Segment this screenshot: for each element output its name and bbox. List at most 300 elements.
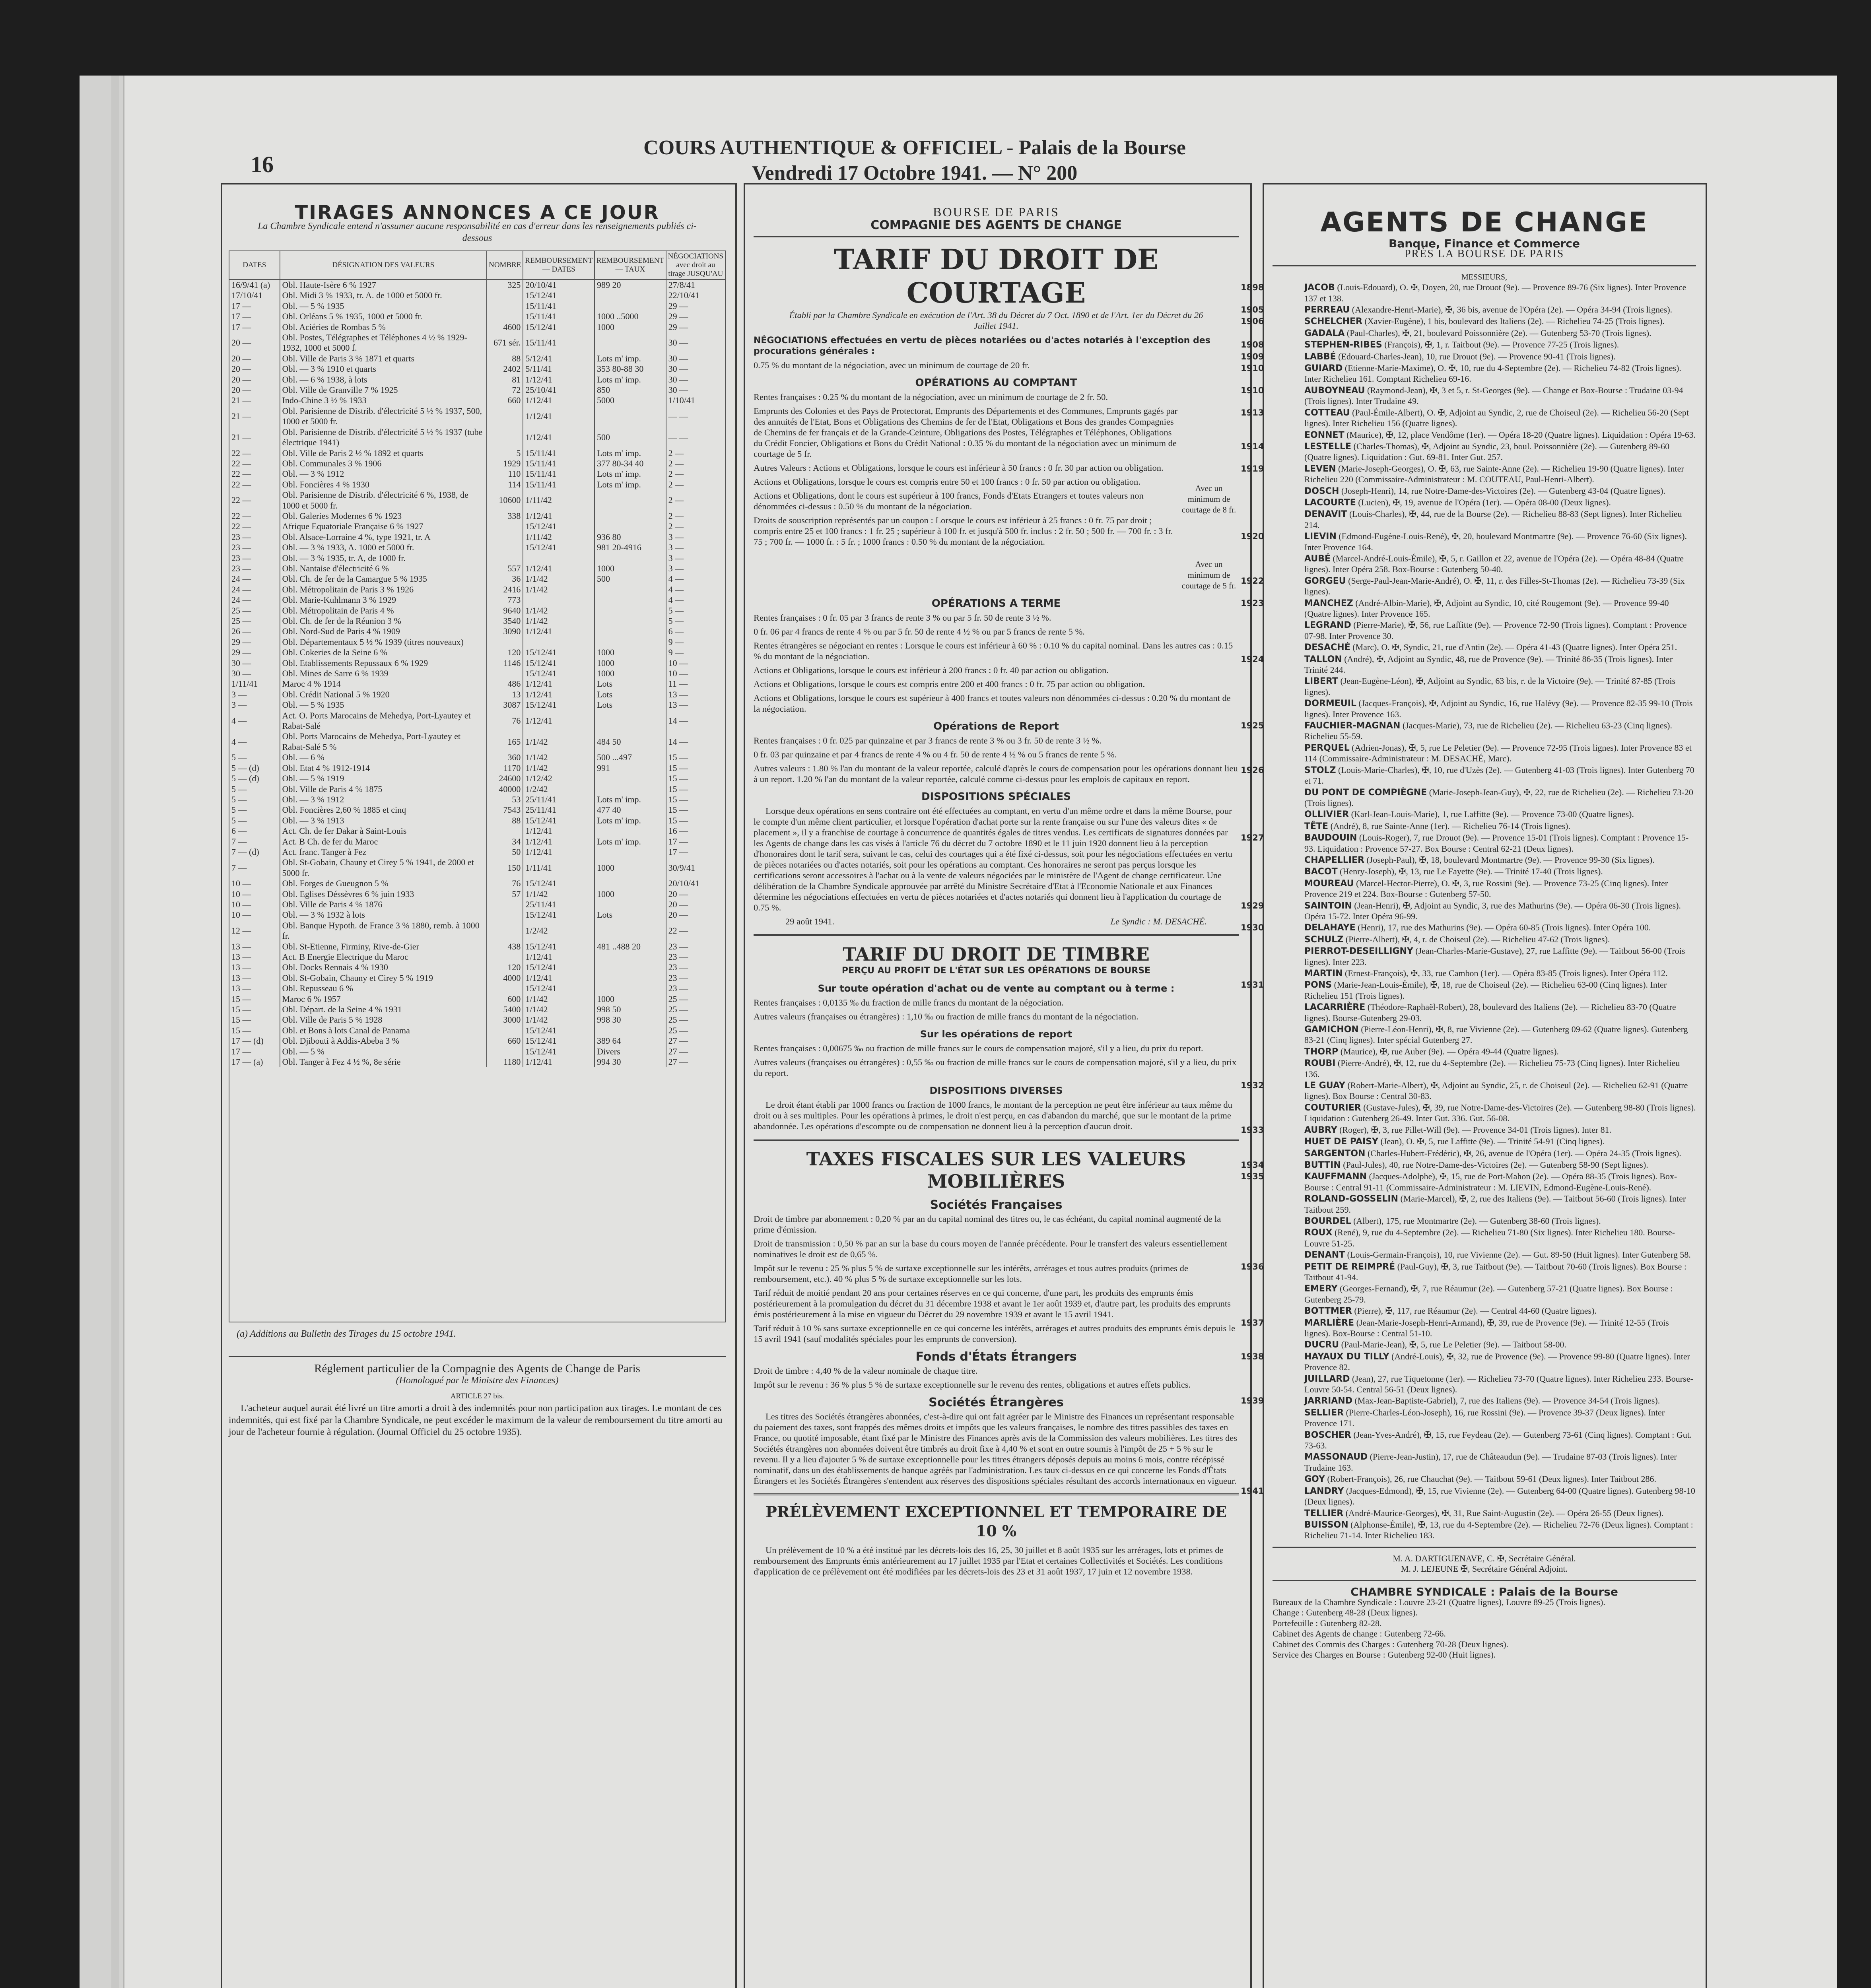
tirage-row <box>229 857 725 878</box>
cell-date: 7 — (d) <box>229 847 280 857</box>
cell-taux: 1000 <box>595 994 666 1004</box>
cell-negociation: 22/10/41 <box>666 290 725 301</box>
agent-details: (Maurice), ✠, 12, place Vendôme (1er). — Opéra 18-20 (Quatre lignes). Liquidation : Opéra 19-63. <box>1346 429 1696 440</box>
cell-negociation: 20 — <box>666 889 725 899</box>
side-note-2: Avec un minimum de courtage de 5 fr. <box>1181 559 1236 590</box>
agent-year: 1909 <box>1241 351 1264 361</box>
cell-taux: Lots m' imp. <box>595 353 666 364</box>
cell-remb-date: 15/11/41 <box>523 469 595 479</box>
cell-remb-date: 1/2/42 <box>523 920 595 942</box>
cell-negociation: 15 — <box>666 805 725 815</box>
tirage-row <box>229 763 725 773</box>
agent-name: DORMEUIL <box>1304 699 1356 709</box>
terme-item: Rentes françaises : 0 fr. 05 par 3 francs de rente 3 % ou par 5 fr. 50 de rente 3 ½ %. <box>754 613 1051 623</box>
cell-date: 15 — <box>229 1025 280 1036</box>
agent-year: 1938 <box>1241 1351 1264 1361</box>
tirage-row <box>229 606 725 616</box>
cell-remb-date: 15/12/41 <box>523 647 595 658</box>
agent-entry <box>1241 598 1696 619</box>
agent-entry <box>1273 1374 1696 1395</box>
cell-nombre: 600 <box>487 994 523 1004</box>
agent-year: 1919 <box>1241 464 1264 474</box>
cell-taux: 936 80 <box>595 532 666 542</box>
tirage-row <box>229 773 725 784</box>
cell-date: 3 — <box>229 689 280 700</box>
tirage-row <box>229 553 725 563</box>
agent-entry <box>1273 787 1696 809</box>
cell-nombre: 660 <box>487 395 523 406</box>
cell-date: 5 — <box>229 815 280 826</box>
agent-name: COTTEAU <box>1304 408 1350 418</box>
cell-taux: 353 80-88 30 <box>595 364 666 374</box>
agent-year: 1930 <box>1241 923 1264 933</box>
agent-details: (Paul-Guy), ✠, 3, rue Taitbout (9e). — Taitbout 70-60 (Trois lignes). Box Bourse : Taitbout 41-94. <box>1304 1261 1687 1282</box>
speciales-text: Lorsque deux opérations en sens contraire ont été effectuées au comptant, en vertu d'un même ordre et dans la même Bourse, pour le compte d'un même client particulier, et lorsque l'opération d'achat porte sur la rente française ou sur l'une des valeurs dites « de placement », il y a franchise de courtage à concurrence de quantités égales de titres vendus. Les certificats de signatures données par les Agents de change dans les cas visés à l'article 76 du décret du 7 octobre 1890 et le 11 juin 1920 donnent lieu à la perception d'honoraires dont le tarif sera, suivant le cas, celui des courtages qui a été fixé ci-dessus, soit pour les négociations effectuées en vertu de pièces notariées ou d'actes notariés, soit pour les opérations au comptant. Ces honoraires ne seront pas perçus lorsque les certifications seront accessoires à l'achat ou à la vente de valeurs négociées par le ministère de l'Agent de change certificateur. Une délibération de la Chambre Syndicale approuvée par arrêté du Ministre Secrétaire d'Etat à l'Economie Nationale et aux Finances détermine les négociations effectuées en vertu de pièces notariées et d'actes notariés qui donnent lieu à l'application du courtage de 0.75 %. <box>754 806 1232 912</box>
agent-name: BOSCHER <box>1304 1430 1351 1440</box>
cell-remb-date: 1/1/42 <box>523 752 595 763</box>
tirage-row <box>229 679 725 689</box>
comptant-item: Rentes françaises : 0.25 % du montant de la négociation, avec un minimum de courtage de 2 fr. 50. <box>754 392 1108 402</box>
cell-negociation: 15 — <box>666 794 725 805</box>
timbre-subtitle: PERÇU AU PROFIT DE L'ÉTAT SUR LES OPÉRATIONS DE BOURSE <box>841 966 1151 976</box>
timbre-title: TARIF DU DROIT DE TIMBRE <box>843 944 1150 965</box>
agent-entry <box>1241 1171 1696 1193</box>
cell-taux: 998 50 <box>595 1004 666 1015</box>
agent-entry <box>1241 900 1696 922</box>
agent-details: (Max-Jean-Baptiste-Gabriel), 7, rue des Italiens (9e). — Provence 34-54 (Trois lignes). <box>1354 1396 1660 1406</box>
tirage-row <box>229 994 725 1004</box>
cell-designation: Obl. Galeries Modernes 6 % 1923 <box>280 511 487 521</box>
cell-remb-date: 15/11/41 <box>523 448 595 458</box>
cell-date: 5 — <box>229 794 280 805</box>
cell-taux: Lots m' imp. <box>595 815 666 826</box>
cell-nombre: 81 <box>487 375 523 385</box>
courtage-title: TARIF DU DROIT DE COURTAGE <box>833 243 1159 309</box>
divider <box>754 934 1239 936</box>
cell-nombre <box>487 521 523 532</box>
tirage-row <box>229 626 725 637</box>
timbre-line: Le droit étant établi par 1000 francs ou fraction de 1000 francs, le montant de la perception ne peut être inférieur au taux même du droit ou à ses multiples. Pour les opérations à primes, le droit n'est perçu, en cas d'abandon du marché, que sur le montant de la prime abandonnée. Les opérations d'escompte ou de compensation ne donnent lieu à la perception d'aucun droit. <box>754 1100 1232 1131</box>
taxes-etr-heading: Sociétés Étrangères <box>929 1396 1064 1409</box>
cell-nombre <box>487 910 523 920</box>
agent-entry <box>1273 866 1696 877</box>
cell-designation: Obl. Banque Hypoth. de France 3 % 1880, remb. à 1000 fr. <box>280 920 487 942</box>
tirage-row <box>229 290 725 301</box>
tirage-row <box>229 647 725 658</box>
cell-taux <box>595 606 666 616</box>
cell-nombre: 76 <box>487 878 523 889</box>
cell-remb-date: 1/12/41 <box>523 511 595 521</box>
cell-taux <box>595 711 666 732</box>
agent-entry <box>1241 531 1696 553</box>
cell-remb-date: 1/1/42 <box>523 994 595 1004</box>
cell-designation: Obl. Tanger à Fez 4 ½ %, 8e série <box>280 1057 487 1067</box>
cell-taux <box>595 773 666 784</box>
tirage-row <box>229 469 725 479</box>
cell-designation: Obl. Foncières 4 % 1930 <box>280 480 487 490</box>
cell-remb-date: 15/12/41 <box>523 521 595 532</box>
cell-designation: Obl. Alsace-Lorraine 4 %, type 1921, tr. A <box>280 532 487 542</box>
agent-details: (Maurice), ✠, rue Auber (9e). — Opéra 49-44 (Quatre lignes). <box>1340 1046 1559 1056</box>
agent-year: 1914 <box>1241 441 1264 451</box>
side-note-1: Avec un minimum de courtage de 8 fr. <box>1181 483 1236 514</box>
agent-entry <box>1273 968 1696 979</box>
cell-taux: 981 20-4916 <box>595 542 666 553</box>
terme-item: Rentes étrangères se négociant en rentes : Lorsque le cours est inférieur à 60 % : 0.10 % du capital nominal. Dans les autres cas : 0.15 % du montant de la négociation. <box>754 641 1233 661</box>
cell-designation: Obl. Forges de Gueugnon 5 % <box>280 878 487 889</box>
comptant-item: Actions et Obligations, lorsque le cours est compris entre 50 et 100 francs : 0 fr. 50 par action ou obligation. <box>754 477 1140 487</box>
agent-details: (Jean-Henri), ✠, Adjoint au Syndic, 3, rue des Mathurins (9e). — Opéra 06-30 (Trois lignes). Opéra 15-72. Inter Opéra 96-99. <box>1304 900 1681 921</box>
cell-designation: Maroc 4 % 1914 <box>280 679 487 689</box>
agent-name: ROLAND-GOSSELIN <box>1304 1194 1399 1204</box>
agent-name: LABBÉ <box>1304 351 1336 362</box>
cell-date: 25 — <box>229 616 280 626</box>
cell-negociation: 9 — <box>666 647 725 658</box>
agent-details: (Louis-Charles), ✠, 44, rue de la Bourse (2e). — Richelieu 88-83 (Sept lignes). Inter Richelieu 214. <box>1304 509 1682 530</box>
cell-designation: Act. B Ch. de fer du Maroc <box>280 837 487 847</box>
agent-name: SCHULZ <box>1304 934 1344 945</box>
agent-entry <box>1273 821 1696 832</box>
agent-details: (Edmond-Eugène-Louis-René), ✠, 20, boulevard Montmartre (9e). — Provence 76-60 (Six lignes). Inter Provence 164. <box>1304 531 1687 552</box>
agent-year: 1935 <box>1241 1172 1264 1182</box>
agent-name: LEGRAND <box>1304 620 1351 631</box>
cell-designation: Obl. Ville de Granville 7 % 1925 <box>280 385 487 395</box>
cell-negociation: 15 — <box>666 773 725 784</box>
timbre-line: Rentes françaises : 0,0135 ‰ du fraction de mille francs du montant de la négociation. <box>754 998 1064 1008</box>
agents-messieurs: MESSIEURS, <box>1461 272 1508 282</box>
timbre-heading-3: DISPOSITIONS DIVERSES <box>929 1085 1063 1096</box>
cell-taux <box>595 973 666 983</box>
agent-entry <box>1273 1452 1696 1473</box>
agent-name: THORP <box>1304 1046 1339 1057</box>
cell-date: 20 — <box>229 385 280 395</box>
cell-designation: Obl. — 3 % 1910 et quarts <box>280 364 487 374</box>
cell-nombre: 40000 <box>487 784 523 794</box>
cell-date: 22 — <box>229 480 280 490</box>
cell-remb-date: 1/12/41 <box>523 563 595 574</box>
tirage-row <box>229 322 725 332</box>
cell-designation: Obl. St-Gobain, Chauny et Cirey 5 % 1919 <box>280 973 487 983</box>
agent-year: 1925 <box>1241 721 1264 731</box>
cell-remb-date: 1/12/41 <box>523 395 595 406</box>
cell-nombre: 360 <box>487 752 523 763</box>
cell-negociation: 10 — <box>666 658 725 668</box>
cell-negociation: 22 — <box>666 920 725 942</box>
agent-entry <box>1273 934 1696 945</box>
agent-details: (André-Louis), ✠, 32, rue de Provence (9e). — Provence 99-80 (Quatre lignes). Inter Provence 82. <box>1304 1351 1690 1373</box>
agent-name: GOY <box>1304 1474 1325 1485</box>
page-edge-inner <box>111 76 119 1988</box>
cell-date: 23 — <box>229 563 280 574</box>
cell-date: 16/9/41 (a) <box>229 280 280 290</box>
cell-taux <box>595 521 666 532</box>
agent-entry <box>1273 1194 1696 1215</box>
agent-name: DELAHAYE <box>1304 923 1356 933</box>
cell-remb-date: 5/12/41 <box>523 353 595 364</box>
agent-name: CHAPELLIER <box>1304 855 1364 865</box>
cell-designation: Obl. Etablissements Repussaux 6 % 1929 <box>280 658 487 668</box>
agent-entry <box>1273 1046 1696 1057</box>
cell-nombre: 2416 <box>487 584 523 595</box>
cell-remb-date: 15/12/41 <box>523 910 595 920</box>
cell-remb-date: 25/10/41 <box>523 385 595 395</box>
agent-entry <box>1273 1520 1696 1541</box>
cell-designation: Act. B Energie Electrique du Maroc <box>280 952 487 962</box>
cell-remb-date: 5/11/41 <box>523 364 595 374</box>
cell-nombre: 1929 <box>487 458 523 469</box>
timbre-line: Autres valeurs (françaises ou étrangères) : 0,55 ‰ ou fraction de mille francs sur le cours de compensation majoré, s'il y a lieu, du prix du report. <box>754 1057 1237 1078</box>
cell-remb-date: 15/12/41 <box>523 1025 595 1036</box>
cell-designation: Obl. Départementaux 5 ½ % 1939 (titres nouveaux) <box>280 637 487 647</box>
cell-designation: Obl. Ville de Paris 4 % 1876 <box>280 899 487 910</box>
cell-date: 22 — <box>229 469 280 479</box>
agent-details: (Pierre-André), ✠, 12, rue du 4-Septembre (2e). — Richelieu 75-73 (Cinq lignes). Inter Richelieu 136. <box>1304 1058 1680 1079</box>
cell-taux: 850 <box>595 385 666 395</box>
cell-date: 24 — <box>229 584 280 595</box>
chambre-line: Change : Gutenberg 48-28 (Deux lignes). <box>1273 1607 1418 1618</box>
cell-date: 13 — <box>229 942 280 952</box>
col-remb-taux: REMBOURSEMENT — TAUX <box>595 251 666 280</box>
tirage-row <box>229 375 725 385</box>
cell-nombre: 76 <box>487 711 523 732</box>
cell-remb-date: 15/12/41 <box>523 962 595 973</box>
cell-remb-date: 1/11/41 <box>523 857 595 878</box>
cell-taux: 1000 <box>595 563 666 574</box>
cell-taux <box>595 826 666 836</box>
cell-nombre: 438 <box>487 942 523 952</box>
cell-designation: Obl. Nantaise d'électricité 6 % <box>280 563 487 574</box>
terme-item: Actions et Obligations, lorsque le cours est compris entre 200 et 400 francs : 0 fr. 75 par action ou obligation. <box>754 679 1145 689</box>
agents-subtitle-2: PRÈS LA BOURSE DE PARIS <box>1404 248 1564 260</box>
agent-details: (Alphonse-Émile), ✠, 13, rue du 4-Septembre (2e). — Richelieu 72-76 (Deux lignes). Comptant : Richelieu 71-14. Inter Richelieu 183. <box>1304 1519 1693 1541</box>
tirage-row <box>229 1015 725 1025</box>
agent-details: (Robert-François), 26, rue Chauchat (9e). — Taitbout 59-61 (Deux lignes). Inter Taitbout 286. <box>1327 1474 1657 1484</box>
agent-name: FAUCHIER-MAGNAN <box>1304 721 1401 731</box>
cell-nombre: 10600 <box>487 490 523 511</box>
agent-year: 1941 <box>1241 1486 1264 1496</box>
agent-name: DOSCH <box>1304 486 1339 496</box>
agent-details: (Pierre-Albert), ✠, 4, r. de Choiseul (2e). — Richelieu 47-62 (Trois lignes). <box>1345 934 1610 944</box>
cell-taux: 500 <box>595 574 666 584</box>
agent-entry <box>1241 351 1696 362</box>
tirage-row <box>229 920 725 942</box>
agent-name: AUBÉ <box>1304 553 1331 564</box>
agent-entry <box>1273 620 1696 641</box>
agent-entry <box>1273 946 1696 967</box>
cell-negociation: 2 — <box>666 490 725 511</box>
cell-designation: Afrique Equatoriale Française 6 % 1927 <box>280 521 487 532</box>
divider <box>1273 1547 1696 1548</box>
agent-entry <box>1241 1396 1696 1406</box>
cell-nombre <box>487 1025 523 1036</box>
cell-negociation: 30 — <box>666 353 725 364</box>
cell-designation: Obl. Marie-Kuhlmann 3 % 1929 <box>280 595 487 605</box>
cell-negociation: 10 — <box>666 668 725 679</box>
cell-negociation: 23 — <box>666 983 725 994</box>
agent-year: 1922 <box>1241 576 1264 586</box>
cell-nombre <box>487 532 523 542</box>
cell-date: 13 — <box>229 952 280 962</box>
cell-taux <box>595 290 666 301</box>
cell-nombre: 325 <box>487 280 523 290</box>
cell-designation: Act. Ch. de fer Dakar à Saint-Louis <box>280 826 487 836</box>
tirage-row <box>229 952 725 962</box>
cell-negociation: 27/8/41 <box>666 280 725 290</box>
tirage-row <box>229 448 725 458</box>
cell-taux: Lots m' imp. <box>595 837 666 847</box>
agent-entry <box>1273 1058 1696 1079</box>
tirage-row <box>229 1025 725 1036</box>
cell-negociation: 23 — <box>666 962 725 973</box>
cell-nombre: 3087 <box>487 700 523 710</box>
agent-details: (Pierre-Charles-Léon-Joseph), 16, rue Rossini (9e). — Provence 39-37 (Deux lignes). Inter Provence 171. <box>1304 1407 1665 1429</box>
comptant-item: Actions et Obligations, dont le cours est supérieur à 100 francs, Fonds d'Etats Etrangers et toutes valeurs non dénommées ci-dessus : 0.50 % du montant de la négociation. <box>754 491 1144 511</box>
cell-date: 17 — <box>229 1046 280 1057</box>
agent-name: MARTIN <box>1304 969 1343 978</box>
tirage-row <box>229 1057 725 1067</box>
agent-entry <box>1241 575 1696 597</box>
cell-designation: Obl. Djibouti à Addis-Abeba 3 % <box>280 1036 487 1046</box>
agent-details: (Marie-Joseph-Georges), O. ✠, 63, rue Sainte-Anne (2e). — Richelieu 19-90 (Quatre lignes). Inter Richelieu 220 (Commissaire-Administrateur : M. COUTEAU, Paul-Henri-Albert). <box>1304 463 1684 485</box>
cell-remb-date: 1/1/42 <box>523 763 595 773</box>
agent-details: (Joseph-Paul), ✠, 18, boulevard Montmartre (9e). — Provence 99-30 (Six lignes). <box>1366 854 1655 865</box>
tirage-row <box>229 889 725 899</box>
cell-designation: Obl. — 5 % <box>280 1046 487 1057</box>
cell-remb-date: 1/12/41 <box>523 406 595 427</box>
cell-nombre <box>487 553 523 563</box>
cell-negociation: 27 — <box>666 1057 725 1067</box>
cell-nombre <box>487 637 523 647</box>
agent-details: (Roger), ✠, 3, rue Pillet-Will (9e). — Provence 34-01 (Trois lignes). Inter 81. <box>1339 1124 1612 1135</box>
tirage-row <box>229 784 725 794</box>
prelevement-title: PRÉLÈVEMENT EXCEPTIONNEL ET TEMPORAIRE DE 10 % <box>765 1503 1227 1540</box>
agent-year: 1923 <box>1241 598 1264 608</box>
cell-nombre <box>487 427 523 448</box>
cell-taux: 1000 <box>595 322 666 332</box>
agent-name: PIERROT-DESEILLIGNY <box>1304 946 1413 957</box>
agent-name: ROUX <box>1304 1228 1333 1238</box>
agent-details: (Louis-Germain-François), 10, rue Vivienne (2e). — Gut. 89-50 (Huit lignes). Inter Gutenberg 58. <box>1347 1250 1691 1260</box>
cell-remb-date: 1/1/42 <box>523 889 595 899</box>
cell-remb-date: 25/11/41 <box>523 899 595 910</box>
cell-negociation: 30 — <box>666 375 725 385</box>
cell-remb-date: 25/11/41 <box>523 805 595 815</box>
divider <box>754 236 1239 237</box>
cell-designation: Obl. Docks Rennais 4 % 1930 <box>280 962 487 973</box>
agent-entry <box>1273 1103 1696 1124</box>
cell-nombre <box>487 668 523 679</box>
agent-details: (Marcel-Hector-Pierre), O. ✠, 3, rue Rossini (9e). — Provence 73-25 (Cinq lignes). Inter Provence 219 et 224. Box-Bourse : Gutenberg 57-50. <box>1304 878 1668 899</box>
agent-entry <box>1241 385 1696 407</box>
cell-remb-date: 1/12/41 <box>523 837 595 847</box>
cell-date: 1/11/41 <box>229 679 280 689</box>
tirage-row <box>229 542 725 553</box>
cell-designation: Obl. — 5 % 1935 <box>280 700 487 710</box>
agent-entry <box>1273 1474 1696 1485</box>
tirage-row <box>229 815 725 826</box>
cell-taux <box>595 983 666 994</box>
cell-taux: Lots m' imp. <box>595 480 666 490</box>
compagnie-label: COMPAGNIE DES AGENTS DE CHANGE <box>870 218 1122 232</box>
cell-designation: Obl. St-Etienne, Firminy, Rive-de-Gier <box>280 942 487 952</box>
cell-negociation: 9 — <box>666 637 725 647</box>
agent-details: (Georges-Fernand), ✠, 7, rue Réaumur (2e). — Gutenberg 57-21 (Quatre lignes). Box Bourse : Gutenberg 25-79. <box>1304 1283 1673 1305</box>
tirage-row <box>229 637 725 647</box>
divider <box>1273 1580 1696 1581</box>
cell-date: 4 — <box>229 711 280 732</box>
cell-designation: Obl. Ch. de fer de la Camargue 5 % 1935 <box>280 574 487 584</box>
agent-entry <box>1241 765 1696 786</box>
agent-details: (Jacques-François), ✠, Adjoint au Syndic, 16, rue Halévy (9e). — Provence 82-35 99-10 (Trois lignes). Inter Provence 163. <box>1304 698 1693 719</box>
tirage-row <box>229 658 725 668</box>
agent-year: 1905 <box>1241 305 1264 315</box>
agent-year: 1934 <box>1241 1160 1264 1170</box>
cell-remb-date: 15/12/41 <box>523 878 595 889</box>
agent-name: GUIARD <box>1304 363 1343 374</box>
agent-entry <box>1241 1261 1696 1283</box>
cell-date: 10 — <box>229 910 280 920</box>
agent-details: (Louis-Marie-Charles), ✠, 10, rue d'Uzès (2e). — Gutenberg 41-03 (Trois lignes). Inter Gutenberg 70 et 71. <box>1304 765 1694 786</box>
agent-year: 1913 <box>1241 408 1264 417</box>
cell-designation: Obl. — 6 % <box>280 752 487 763</box>
chambre-line: Cabinet des Agents de change : Gutenberg 72-66. <box>1273 1629 1446 1639</box>
agent-name: ROUBI <box>1304 1058 1336 1069</box>
agent-name: HUET DE PAISY <box>1304 1137 1379 1147</box>
tirages-table-tail <box>229 1067 726 1322</box>
agent-name: JARRIAND <box>1304 1396 1352 1406</box>
tirage-row <box>229 280 725 290</box>
agent-details: (Marie-Marcel), ✠, 2, rue des Italiens (9e). — Taitbout 56-60 (Trois lignes). Inter Taitbout 259. <box>1304 1194 1686 1215</box>
cell-date: 7 — <box>229 837 280 847</box>
agent-name: LIBERT <box>1304 676 1338 687</box>
agent-name: STEPHEN-RIBES <box>1304 340 1382 350</box>
cell-date: 7 — <box>229 857 280 878</box>
tirages-subtitle: La Chambre Syndicale entend n'assumer aucune responsabilité en cas d'erreur dans les renseignements publiés ci-dessous <box>258 221 697 243</box>
tirage-row <box>229 521 725 532</box>
cell-date: 23 — <box>229 553 280 563</box>
cell-taux <box>595 616 666 626</box>
cell-negociation: 17 — <box>666 847 725 857</box>
agent-details: (André-Maurice-Georges), ✠, 31, Rue Saint-Augustin (2e). — Opéra 26-55 (Deux lignes). <box>1345 1508 1664 1518</box>
cell-date: 5 — (d) <box>229 763 280 773</box>
secretaire-general: M. A. DARTIGUENAVE, C. ✠, Secrétaire Général. <box>1393 1553 1576 1563</box>
agent-entry <box>1273 328 1696 339</box>
reglement-subtitle: (Homologué par le Ministre des Finances) <box>396 1375 559 1386</box>
tirage-row <box>229 700 725 710</box>
reglement-title: Réglement particulier de la Compagnie des Agents de Change de Paris <box>314 1362 640 1375</box>
agent-entry <box>1241 1080 1696 1102</box>
cell-nombre: 50 <box>487 847 523 857</box>
cell-nombre: 24600 <box>487 773 523 784</box>
cell-taux <box>595 899 666 910</box>
cell-taux: Lots m' imp. <box>595 794 666 805</box>
cell-remb-date: 1/1/42 <box>523 731 595 752</box>
tirage-row <box>229 353 725 364</box>
agent-name: LE GUAY <box>1304 1081 1345 1091</box>
cell-taux <box>595 784 666 794</box>
cell-negociation: 3 — <box>666 542 725 553</box>
cell-date: 13 — <box>229 983 280 994</box>
cell-designation: Obl. Foncières 2,60 % 1885 et cinq <box>280 805 487 815</box>
tirage-row <box>229 301 725 311</box>
cell-taux <box>595 847 666 857</box>
cell-nombre: 1146 <box>487 658 523 668</box>
tirage-row <box>229 1004 725 1015</box>
chambre-line: Bureaux de la Chambre Syndicale : Louvre 23-21 (Quatre lignes), Louvre 89-25 (Trois lignes). <box>1273 1597 1605 1607</box>
article-label: ARTICLE 27 bis. <box>450 1392 504 1401</box>
cell-negociation: 3 — <box>666 532 725 542</box>
cell-remb-date: 15/11/41 <box>523 480 595 490</box>
